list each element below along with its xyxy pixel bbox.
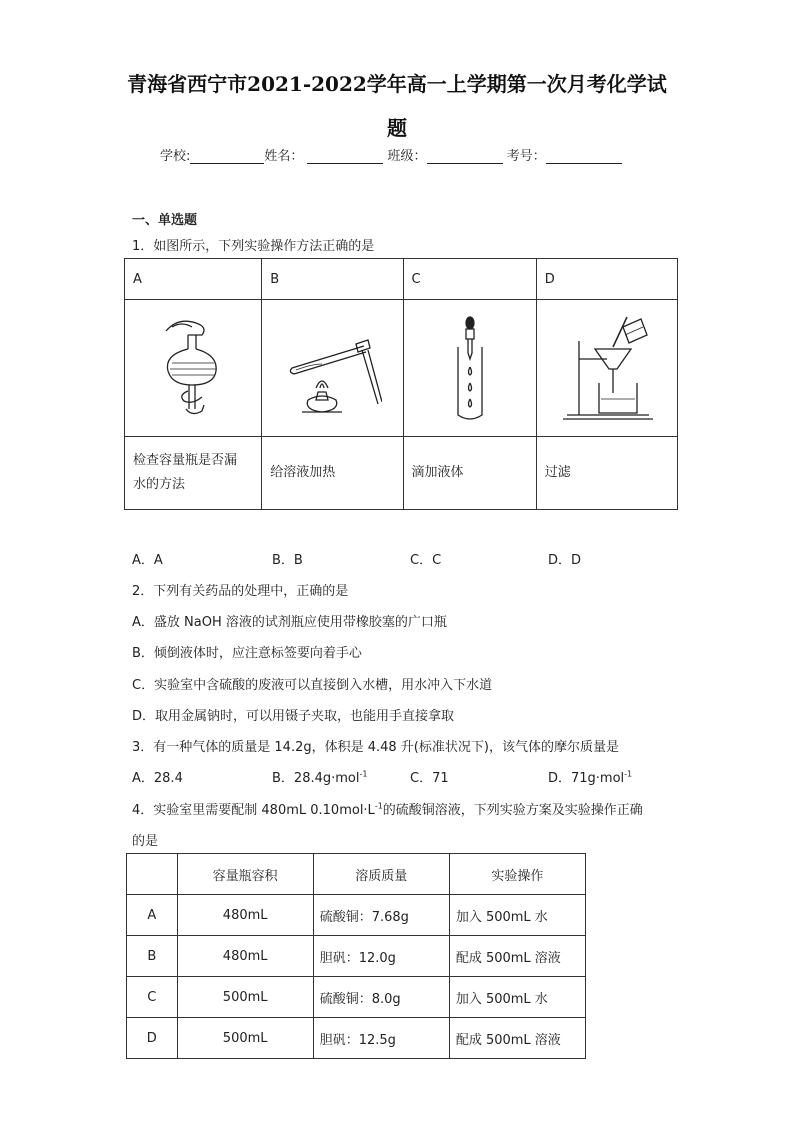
q4-cell: 480mL [177,895,313,936]
q1-desc: 过滤 [536,437,677,510]
q1-desc: 水的方法 [133,477,186,492]
q4-cell: A [127,895,178,936]
q3-option-b-sup: -1 [359,769,368,779]
q4-cell: C [127,977,178,1018]
q3-option-d-text: D．71g·mol [548,771,625,786]
q3-option-a[interactable]: A．28.4 [132,771,183,786]
q1-option-d[interactable]: D．D [548,553,582,568]
class-label: 班级： [387,149,427,164]
q2-option-c[interactable]: C．实验室中含硫酸的废液可以直接倒入水槽，用水冲入下水道 [132,678,493,693]
q3-stem: 3．有一种气体的质量是 14.2g，体积是 4.48 升(标准状况下)，该气体的摩尔质量是 [132,740,619,755]
table-row [127,936,586,977]
q1-col-letter: A [125,259,262,300]
name-label: 姓名： [264,149,304,164]
heating-test-tube-icon [282,318,382,418]
q4-cell: 500mL [177,977,313,1018]
q1-option-b[interactable]: B．B [272,553,303,568]
q4-stem-sup: -1 [374,801,383,811]
volumetric-flask-icon [158,313,228,423]
student-info-row [160,145,622,164]
class-field[interactable] [427,149,503,164]
q1-col-letter: D [536,259,677,300]
table-row [127,895,586,936]
table-row [127,1018,586,1059]
q1-option-a[interactable]: A．A [132,553,163,568]
q2-option-d[interactable]: D．取用金属钠时，可以用镊子夹取，也能用手直接拿取 [132,709,455,724]
q1-col-letter: C [403,259,536,300]
q4-header-cell [127,854,178,895]
q4-cell: 硫酸铜：8.0g [313,977,449,1018]
q2-option-b[interactable]: B．倾倒液体时，应注意标签要向着手心 [132,646,362,661]
q4-stem-part2: 的硫酸铜溶液，下列实验方案及实验操作正确 [382,803,643,818]
school-label: 学校: [160,149,191,164]
q4-header-cell: 实验操作 [449,854,585,895]
q1-desc: 检查容量瓶是否漏 [133,453,238,468]
exam-no-label: 考号： [506,149,546,164]
q4-cell: 硫酸铜：7.68g [313,895,449,936]
q4-cell: D [127,1018,178,1059]
q4-cell: 胆矾：12.5g [313,1018,449,1059]
q4-header-cell: 容量瓶容积 [177,854,313,895]
q1-col-letter: B [262,259,403,300]
q3-option-c[interactable]: C．71 [410,771,449,786]
q1-desc: 滴加液体 [403,437,536,510]
q1-figure-table [124,258,678,510]
q3-option-b-text: B．28.4g·mol [272,771,360,786]
q2-option-a[interactable]: A．盛放 NaOH 溶液的试剂瓶应使用带橡胶塞的广口瓶 [132,615,447,630]
exam-no-field[interactable] [546,149,622,164]
q4-stem [132,799,643,818]
dropper-icon [450,313,490,423]
q1-option-c[interactable]: C．C [410,553,442,568]
q4-cell: 胆矾：12.0g [313,936,449,977]
q4-cell: 480mL [177,936,313,977]
q3-option-b[interactable] [272,767,367,786]
q4-stem-line2: 的是 [132,834,159,849]
page-title-continued: 题 [387,116,407,140]
q4-cell: B [127,936,178,977]
section-heading: 一、单选题 [132,213,198,228]
filtration-icon [557,313,657,423]
q4-header-cell: 溶质质量 [313,854,449,895]
school-field[interactable] [190,149,264,164]
q4-cell: 配成 500mL 溶液 [449,936,585,977]
q1-desc: 给溶液加热 [262,437,403,510]
table-row [127,977,586,1018]
q2-stem: 2．下列有关药品的处理中，正确的是 [132,584,349,599]
q4-cell: 500mL [177,1018,313,1059]
q4-cell: 加入 500mL 水 [449,895,585,936]
q4-cell: 加入 500mL 水 [449,977,585,1018]
name-field[interactable] [307,149,383,164]
q3-option-d[interactable] [548,767,632,786]
q4-stem-part1: 4．实验室里需要配制 480mL 0.10mol·L [132,803,375,818]
q3-option-d-sup: -1 [624,769,633,779]
q1-stem: 1．如图所示，下列实验操作方法正确的是 [132,239,375,254]
page-title: 青海省西宁市2021-2022学年高一上学期第一次月考化学试 [127,72,667,96]
q4-cell: 配成 500mL 溶液 [449,1018,585,1059]
q4-table [126,853,586,1059]
